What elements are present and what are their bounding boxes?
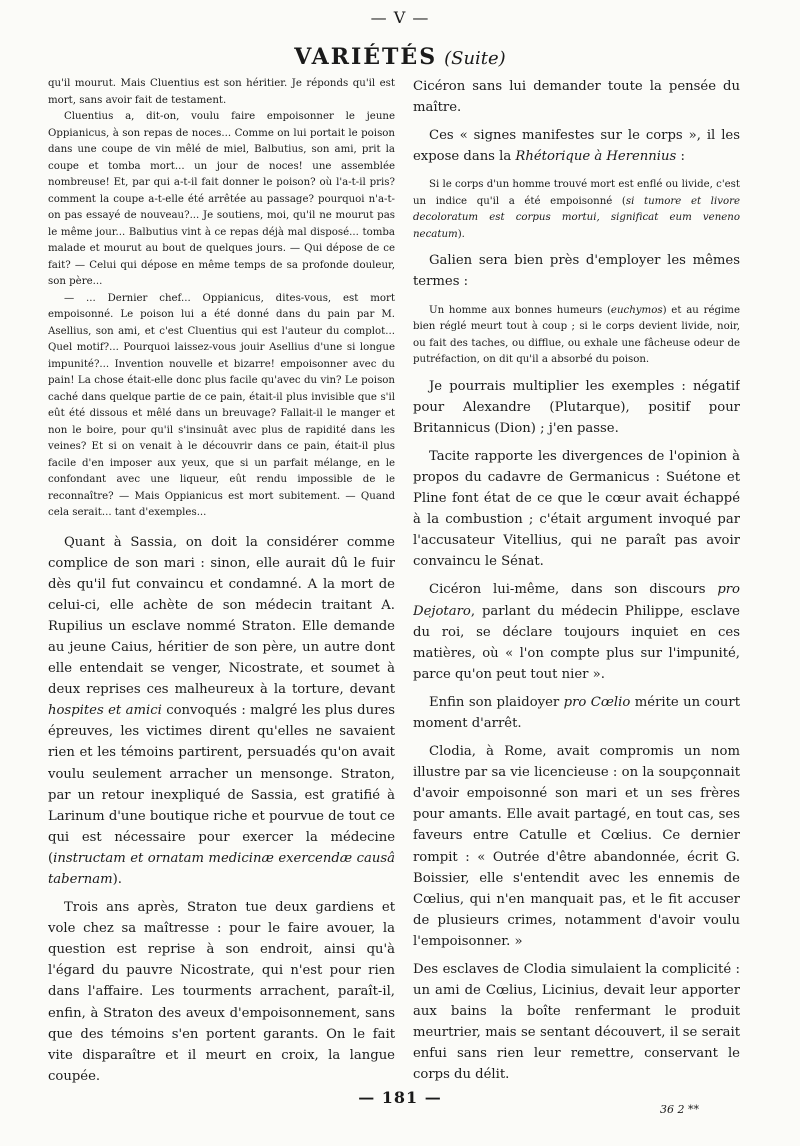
printer-signature: 36 2 ** [660, 1103, 699, 1116]
text-run: ). [457, 228, 465, 240]
right-body [413, 76, 740, 1088]
body-paragraph [48, 897, 395, 1087]
italic-phrase: pro Cœlio [563, 694, 631, 710]
page-marker: — V — [370, 8, 430, 27]
text-run: — ... Dernier chef... Oppianicus, dites-vous, est mort empoisonné. Le poison lui a été donné dans du pain par M. Asellius, son ami, et c'est Cluentius qui est l'auteur du complot... Quel motif?... Pourquoi laissez-vous jouir Asellius d'une si longue impunité?... Invention nouvelle et bizarre! empoisonner avec du pain! La chose était-elle donc plus facile qu'avec du vin? Le poison caché dans quelque partie de ce pain, était-il plus invisible que s'il eût été dissous et mêlé dans un breuvage? Fallait-il le manger et non le boire, pour qu'il s'insinuât avec plus de rapidité dans les veines? Et si on venait à le découvrir dans ce pain, était-il plus facile d'en imposer aux yeux, que si un parfait mélange, en le confondant avec une liqueur, eût rendu impossible de le reconnaître? — Mais Oppianicus est mort subitement. — Quand cela serait... tant d'exemples... [48, 292, 395, 518]
page-number: — 181 — [358, 1088, 442, 1107]
text-run: Galien sera bien près d'employer les mêmes termes : [413, 253, 740, 290]
body-paragraph [413, 76, 740, 118]
quoted-paragraph [48, 76, 395, 109]
quoted-paragraph [48, 291, 395, 522]
text-run: Quant à Sassia, on doit la considérer comme complice de son mari : sinon, elle aurait dû le fuir dès qu'il fut convaincu et condamné. A la mort de celui-ci, elle achète de son médecin traitant A. Rupilius un esclave nommé Straton. Elle demande au jeune Caius, héritier de son père, un autre dont elle entendait se venger, Nicostrate, et soumet à deux reprises ces malheureux à la torture, devant [48, 534, 395, 698]
left-column [48, 76, 395, 1088]
italic-phrase: Rhétorique à Herennius [515, 149, 677, 165]
text-run: , parlant du médecin Philippe, esclave du roi, se déclare toujours inquiet en ces matières, où « l'on compte plus sur l'impunité, parce qu'on peut tout nier ». [413, 603, 740, 682]
text-run: Tacite rapporte les divergences de l'opinion à propos du cadavre de Germanicus : Suétone et Pline font état de ce que le cœur avait échappé à la combustion ; c'était argument invoqué par l'accusateur Vitellius, qui ne paraît pas avoir convaincu le Sénat. [413, 448, 740, 570]
text-run: ) et au régime bien réglé meurt tout à coup ; si le corps devient livide, noir, ou fait des taches, ou difflue, ou exhale une fâcheuse odeur de putréfaction, on dit qu'il a absorbé du poison. [413, 304, 740, 366]
italic-phrase: euchymos [610, 304, 663, 316]
quoted-paragraph [413, 177, 740, 243]
text-run: Ces « signes manifestes sur le corps », il les expose dans la [413, 128, 740, 165]
body-paragraph [413, 959, 740, 1086]
left-body [48, 532, 395, 1087]
text-run: Cluentius a, dit-on, voulu faire empoisonner le jeune Oppianicus, à son repas de noces... Comme on lui portait le poison dans une coupe de vin mêlé de miel, Balbutius, son ami, prit la coupe et tomba mort... un jour de noces! une assemblée nombreuse! Et, par qui a-t-il fait donner le poison? où l'a-t-il pris? comment la coupe a-t-elle été arrêtée au passage? pourquoi n'a-t-on pas essayé de nouveau?... Je soutiens, moi, qu'il ne mourut pas le même jour... Balbutius vint à ce repas déjà mal disposé... tomba malade et mourut au bout de quelques jours. — Qui dépose de ce fait? — Celui qui dépose en même temps de sa profonde douleur, son père... [48, 111, 395, 287]
italic-phrase: si tumore et livore decoloratum est corpus mortui, significat eum veneno necatum [413, 195, 740, 240]
italic-phrase: hospites et amici [48, 703, 162, 719]
text-run: Enfin son plaidoyer [429, 694, 564, 710]
italic-phrase: pro Dejotaro [413, 582, 740, 619]
text-run: Cicéron lui-même, dans son discours [429, 582, 718, 598]
body-paragraph [48, 532, 395, 891]
body-paragraph [413, 579, 740, 684]
text-run: mérite un court moment d'arrêt. [413, 694, 740, 731]
section-title [0, 44, 800, 70]
text-run: ). [112, 872, 122, 887]
text-run: Trois ans après, Straton tue deux gardiens et vole chez sa maîtresse : pour le faire avouer, la question est reprise à son endroit, ainsi qu'à l'égard du pauvre Nicostrate, qui n'est pour rien dans l'affaire. Les tourments arrachent, paraît-il, enfin, à Straton des aveux d'empoisonnement, sans que des témoins s'en portent garants. On le fait vite disparaître et il meurt en croix, la langue coupée. [48, 900, 395, 1084]
right-column [413, 76, 740, 1088]
body-paragraph [413, 125, 740, 167]
text-run: qu'il mourut. Mais Cluentius est son héritier. Je réponds qu'il est mort, sans avoir fait de testament. [48, 78, 395, 106]
text-run: : [676, 149, 685, 165]
body-paragraph [413, 446, 740, 573]
left-quoted-passage [48, 76, 395, 522]
text-run: Clodia, à Rome, avait compromis un nom illustre par sa vie licencieuse : on la soupçonnait d'avoir empoisonné son mari et un ses frères pour amants. Elle avait partagé, en tout cas, ses faveurs entre Catulle et Cœlius. Ce dernier rompit : « Outrée d'être abandonnée, écrit G. Boissier, elle s'entendit avec les ennemis de Cœlius, qui n'en manquait pas, et le fit accuser de plusieurs crimes, notamment d'avoir voulu l'empoisonner. » [413, 744, 740, 949]
section-title-sub: (Suite) [444, 48, 506, 69]
text-run: convoqués : malgré les plus dures épreuves, les victimes dirent qu'elles ne savaient rien et les témoins partirent, persuadés qu'on avait voulu seulement arracher un mensonge. Straton, par un retour inexpliqué de Sassia, est gratifié à Larinum d'une boutique riche et pourvue de tout ce qui est nécessaire pour exercer la médecine ( [48, 703, 395, 866]
text-run: Des esclaves de Clodia simulaient la complicité : un ami de Cœlius, Licinius, devait leur apporter aux bains la boîte renfermant le produit meurtrier, mais se sentant découvert, il se serait enfui sans rien leur remettre, conservant le corps du délit. [413, 962, 740, 1083]
italic-phrase: instructam et ornatam medicinæ exercendæ causâ tabernam [48, 850, 395, 887]
text-run: Je pourrais multiplier les exemples : négatif pour Alexandre (Plutarque), positif pour Britannicus (Dion) ; j'en passe. [413, 378, 740, 436]
quoted-paragraph [48, 109, 395, 291]
body-paragraph [413, 692, 740, 734]
section-title-main: VARIÉTÉS [294, 44, 438, 70]
text-run: Si le corps d'un homme trouvé mort est enflé ou livide, c'est un indice qu'il a été empoisonné ( [413, 179, 740, 207]
body-paragraph [413, 250, 740, 292]
text-run: Cicéron sans lui demander toute la pensée du maître. [413, 79, 740, 116]
body-paragraph [413, 741, 740, 952]
quoted-paragraph [413, 303, 740, 369]
body-paragraph [413, 376, 740, 439]
text-run: Un homme aux bonnes humeurs ( [429, 304, 611, 316]
